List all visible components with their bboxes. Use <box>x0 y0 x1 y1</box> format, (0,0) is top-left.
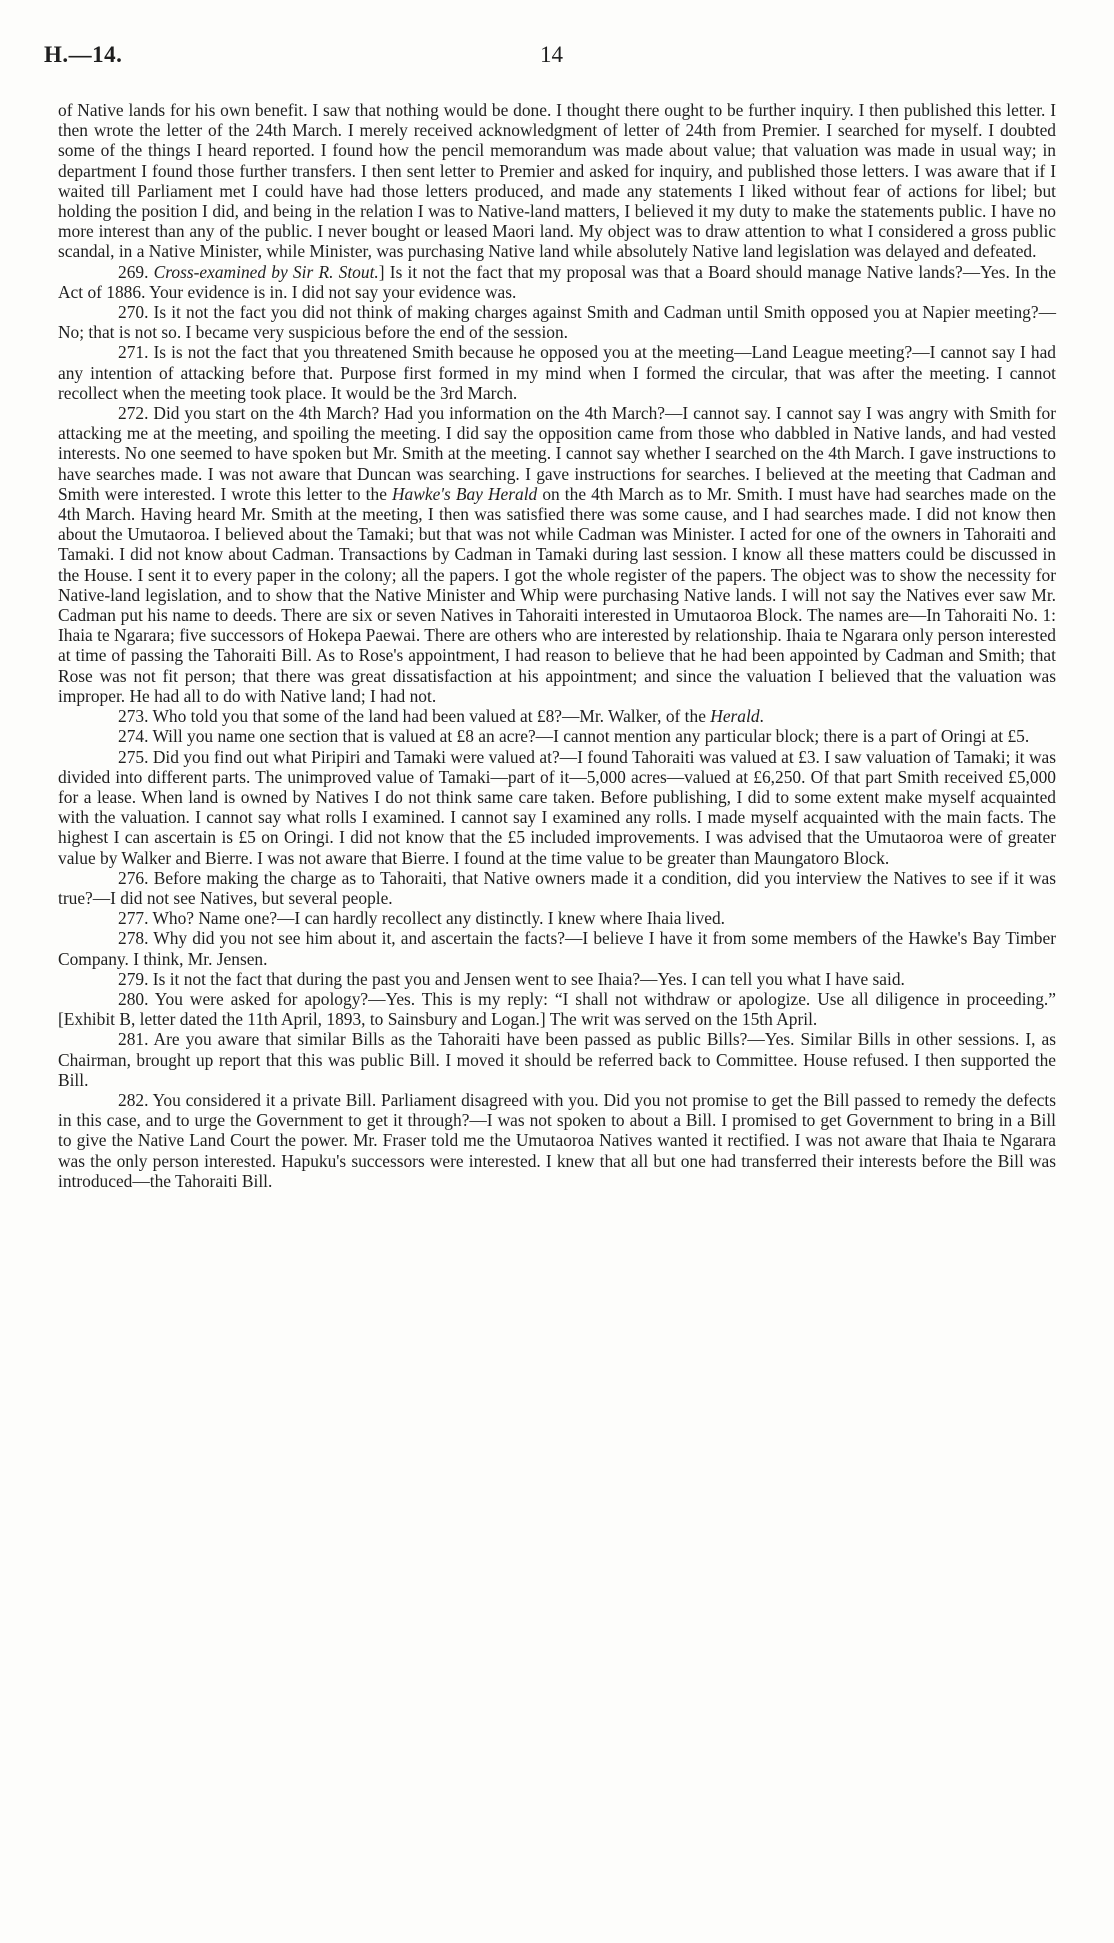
paragraph-text: 280. You were asked for apology?—Yes. This is my reply: “I shall not withdraw or apologize. Use all diligence in proceeding.” [Exhibit B, letter dated the 11th April, 1893, to Sainsbury and Logan.] The writ was served on the 15th April. <box>58 988 1056 1030</box>
paragraph-text: on the 4th March as to Mr. Smith. I must have had searches made on the 4th March. Having heard Mr. Smith at the meeting, I then was satisfied there was some cause, and I had searches made. I did not know then about the Umutaoroa. I believed about the Tamaki; but that was not while Cadman was Minister. I acted for one of the owners in Tahoraiti and Tamaki. I did not know about Cadman. Transactions by Cadman in Tamaki during last session. I know all these matters could be discussed in the House. I sent it to every paper in the colony; all the papers. I got the whole register of the papers. The object was to show the necessity for Native-land legislation, and to show that the Native Minister and Whip were purchasing Native lands. I will not say the Natives ever saw Mr. Cadman put his name to deeds. There are six or seven Natives in Tahoraiti interested in Umutaoroa Block. The names are—In Tahoraiti No. 1: Ihaia te Ngarara; five successors of Hokepa Paewai. There are others who are interested by relationship. Ihaia te Ngarara only person interested at time of passing the Tahoraiti Bill. As to Rose's appointment, I had reason to believe that he had been appointed by Cadman and Smith; that Rose was not fit person; that there was great dissatisfaction at his appointment; and since the valuation I believed that the valuation was improper. He had all to do with Native land; I had not. <box>58 483 1057 706</box>
paragraph-269 <box>58 262 1056 302</box>
paragraph-text: 277. Who? Name one?—I can hardly recollect any distinctly. I knew where Ihaia lived. <box>118 908 725 929</box>
paragraph-281 <box>58 1029 1056 1090</box>
paragraph-text: 269. <box>118 261 154 282</box>
paragraph-274 <box>58 726 1056 746</box>
paragraph-text: 278. Why did you not see him about it, and ascertain the facts?—I believe I have it from some members of the Hawke's Bay Timber Company. I think, Mr. Jensen. <box>58 928 1056 969</box>
paragraph-279 <box>58 969 1056 989</box>
paragraph-text: 282. You considered it a private Bill. Parliament disagreed with you. Did you not promise to get the Bill passed to remedy the defects in this case, and to urge the Government to get it through?—I was not spoken to about a Bill. I promised to get Government to bring in a Bill to give the Native Land Court the power. Mr. Fraser told me the Umutaoroa Natives wanted it rectified. I was not aware that Ihaia te Ngarara was the only person interested. Hapuku's successors were interested. I knew that all but one had transferred their interests before the Bill was introduced—the Tahoraiti Bill. <box>58 1089 1056 1191</box>
paragraph-273 <box>58 706 1056 726</box>
paragraph-280 <box>58 989 1056 1029</box>
paragraph-282 <box>58 1090 1056 1191</box>
page-number: 14 <box>540 42 563 67</box>
paragraph-text: 276. Before making the charge as to Tahoraiti, that Native owners made it a condition, did you interview the Natives to see if it was true?—I did not see Natives, but several people. <box>58 867 1056 908</box>
paragraph-text: 272. Did you start on the 4th March? Had you information on the 4th March?—I cannot say. I cannot say I was angry with Smith for attacking me at the meeting, and spoiling the meeting. I did say the opposition came from those who dabbled in Native lands, and had vested interests. No one seemed to have spoken but Mr. Smith at the meeting. I cannot say whether I searched on the 4th March. I gave instructions to have searches made. I was not aware that Duncan was searching. I gave instructions for searches. I believed at the meeting that Cadman and Smith were interested. I wrote this letter to the <box>58 403 1056 504</box>
paragraph-275 <box>58 747 1056 868</box>
paragraph-278 <box>58 928 1056 968</box>
paragraph-text: 281. Are you aware that similar Bills as the Tahoraiti have been passed as public Bills?—Yes. Similar Bills in other sessions. I, as Chairman, brought up report that this was public Bill. I moved it should be referred back to Committee. House refused. I then supported the Bill. <box>58 1029 1056 1090</box>
paragraph-continuation <box>58 100 1056 262</box>
paragraph-text: 271. Is is not the fact that you threatened Smith because he opposed you at the meeting—Land League meeting?—I cannot say I had any intention of attacking before that. Purpose first formed in my mind when I formed the circular, that was after the meeting. I cannot recollect when the meeting took place. It would be the 3rd March. <box>58 342 1056 403</box>
paragraph-text: 279. Is it not the fact that during the past you and Jensen went to see Ihaia?—Yes. I can tell you what I have said. <box>118 968 905 989</box>
paragraph-text: 274. Will you name one section that is valued at £8 an acre?—I cannot mention any particular block; there is a part of Oringi at £5. <box>118 726 1030 747</box>
paragraph-text: . <box>759 706 764 727</box>
paragraph-text: 273. Who told you that some of the land had been valued at £8?—Mr. Walker, of the <box>118 706 711 727</box>
paragraph-text: 270. Is it not the fact you did not think of making charges against Smith and Cadman until Smith opposed you at Napier meeting?—No; that is not so. I became very suspicious before the end of the session. <box>58 302 1056 343</box>
paragraph-text: of Native lands for his own benefit. I saw that nothing would be done. I thought there ought to be further inquiry. I then published this letter. I then wrote the letter of the 24th March. I merely received acknowledgment of letter of 24th from Premier. I searched for myself. I doubted some of the things I heard reported. I found how the pencil memorandum was made about value; that valuation was made in usual way; in department I found those further transfers. I then sent letter to Premier and asked for inquiry, and published those letters. I was aware that if I waited till Parliament met I could have had those letters produced, and made any statements I liked without fear of actions for libel; but holding the position I did, and being in the relation I was to Native-land matters, I believed it my duty to make the statements public. I have no more interest than any of the public. I never bought or leased Maori land. My object was to draw attention to what I considered a gross public scandal, in a Native Minister, while Minister, was purchasing Native land while absolutely Native land legislation was delayed and defeated. <box>58 100 1056 262</box>
paragraph-text: ] Is it not the fact that my proposal was that a Board should manage Native lands?—Yes. In the Act of 1886. Your evidence is in. I did not say your evidence was. <box>58 261 1056 302</box>
paragraph-italic-text: Cross-examined by Sir R. Stout. <box>153 261 379 282</box>
paragraph-italic-text: Herald <box>710 706 760 727</box>
paragraph-271 <box>58 342 1056 403</box>
paragraph-270 <box>58 302 1056 342</box>
paragraph-277 <box>58 908 1056 928</box>
document-body <box>58 100 1056 1191</box>
paragraph-276 <box>58 868 1056 908</box>
paragraph-text: 275. Did you find out what Piripiri and Tamaki were valued at?—I found Tahoraiti was valued at £3. I saw valuation of Tamaki; it was divided into different parts. The unimproved value of Tamaki—part of it—5,000 acres—valued at £6,250. Of that part Smith received £5,000 for a lease. When land is owned by Natives I do not think same care taken. Before publishing, I did to some extent make myself acquainted with the valuation. I cannot say what rolls I examined. I cannot say I examined any rolls. I made myself acquainted with the main facts. The highest I can ascertain is £5 on Oringi. I did not know that the £5 included improvements. I was advised that the Umutaoroa were of greater value by Walker and Bierre. I was not aware that Bierre. I found at the time value to be greater than Maungatoro Block. <box>58 746 1056 868</box>
paragraph-italic-text: Hawke's Bay Herald <box>392 483 538 504</box>
document-reference: H.—14. <box>44 42 123 67</box>
paragraph-272 <box>58 403 1056 706</box>
